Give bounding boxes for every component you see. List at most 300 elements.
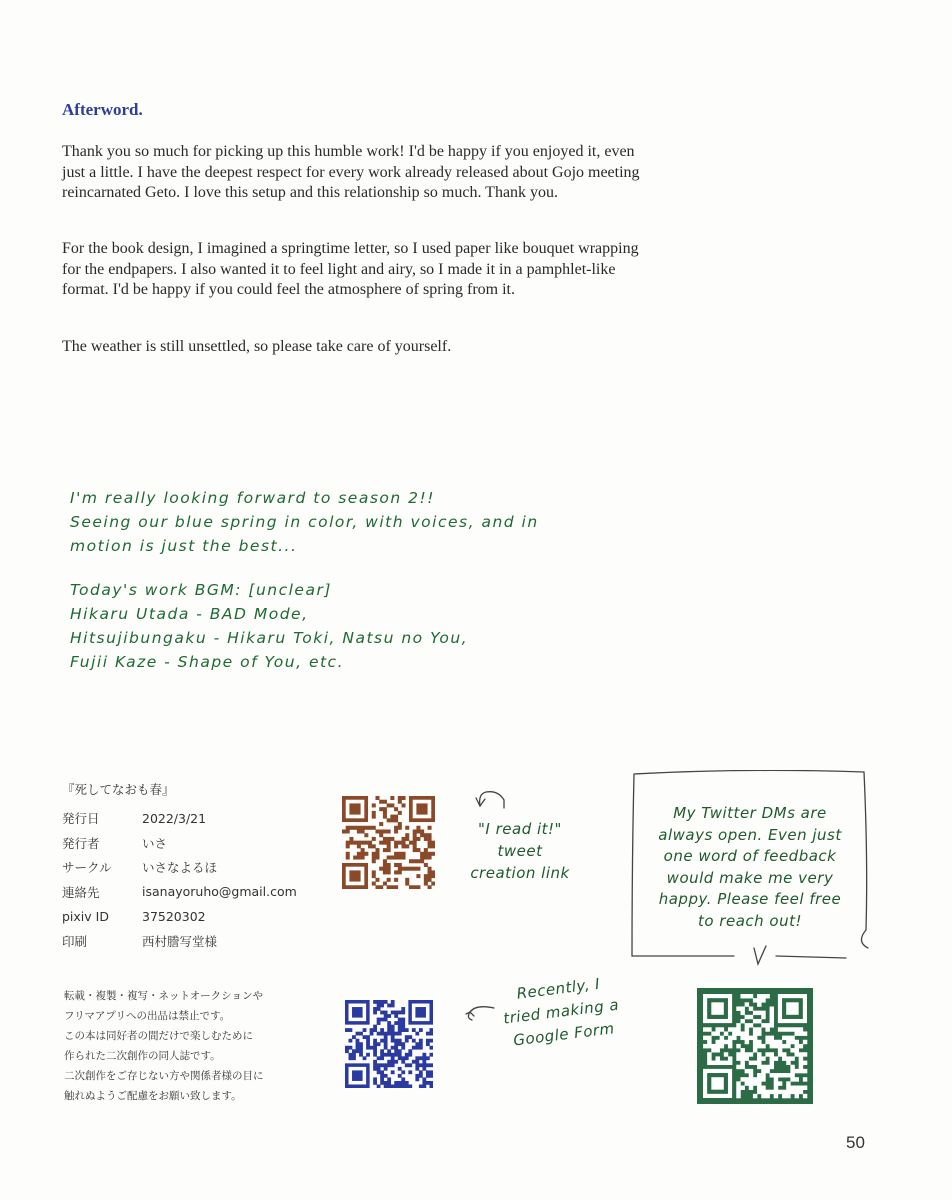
qr-module: [424, 837, 428, 841]
qr-module: [724, 1040, 728, 1044]
imprint: [62, 780, 297, 953]
qr-module: [424, 848, 428, 852]
qr-module: [782, 1056, 786, 1060]
qr-module: [401, 1011, 405, 1015]
qr-module: [384, 1011, 388, 1015]
qr-module: [795, 1048, 799, 1052]
qr-module: [782, 1094, 786, 1098]
qr-module: [426, 1032, 430, 1036]
qr-module: [761, 1011, 765, 1015]
qr-module: [391, 1063, 395, 1067]
qr-module: [398, 1011, 402, 1015]
qr-module: [428, 852, 432, 856]
qr-module: [380, 1039, 384, 1043]
qr-module: [795, 1069, 799, 1073]
qr-module: [749, 994, 753, 998]
qr-module: [429, 1046, 433, 1050]
qr-module: [419, 1063, 423, 1067]
qr-module: [383, 841, 387, 845]
qr-module: [415, 1056, 419, 1060]
qr-module: [778, 1027, 782, 1031]
qr-module: [770, 1011, 774, 1015]
qr-module: [799, 1065, 803, 1069]
page-number: 50: [846, 1133, 865, 1152]
qr-module: [394, 1046, 398, 1050]
qr-module: [387, 803, 391, 807]
qr-module: [707, 1044, 711, 1048]
qr-module: [715, 1048, 719, 1052]
imprint-title: 『死してなおも春』: [62, 782, 175, 797]
qr-module: [732, 1036, 736, 1040]
qr-module: [372, 874, 376, 878]
qr-module: [398, 852, 402, 856]
qr-module: [740, 1077, 744, 1081]
qr-module: [424, 856, 428, 860]
qr-module: [387, 1084, 391, 1088]
qr-module: [795, 1090, 799, 1094]
qr-module: [795, 1094, 799, 1098]
qr-module: [405, 844, 409, 848]
qr-module: [740, 1052, 744, 1056]
qr-module: [359, 1046, 363, 1050]
qr-module: [356, 1046, 360, 1050]
qr-module: [422, 1060, 426, 1064]
qr-module: [402, 856, 406, 860]
qr-module: [415, 1042, 419, 1046]
qr-module: [803, 1094, 807, 1098]
qr-module: [373, 1028, 377, 1032]
qr-module: [345, 1049, 349, 1053]
qr-module: [753, 1040, 757, 1044]
qr-module: [415, 1074, 419, 1078]
qr-module: [352, 1053, 356, 1057]
qr-module: [786, 1073, 790, 1077]
qr-module: [405, 882, 409, 886]
qr-module: [770, 1061, 774, 1065]
qr-module: [761, 1069, 765, 1073]
qr-module: [379, 829, 383, 833]
qr-module: [757, 1056, 761, 1060]
handwritten-note-season2: [70, 486, 539, 558]
qr-module: [736, 1006, 740, 1010]
qr-module: [416, 874, 420, 878]
qr-module: [757, 998, 761, 1002]
qr-module: [778, 1090, 782, 1094]
note-line: My Twitter DMs are: [673, 804, 827, 822]
qr-module: [424, 852, 428, 856]
qr-module: [398, 1021, 402, 1025]
qr-module: [375, 829, 379, 833]
qr-module: [401, 1084, 405, 1088]
qr-module: [745, 1081, 749, 1085]
qr-module: [364, 841, 368, 845]
qr-module: [770, 1090, 774, 1094]
qr-module: [390, 837, 394, 841]
qr-module: [761, 1077, 765, 1081]
qr-module: [803, 1040, 807, 1044]
qr-module: [398, 1074, 402, 1078]
qr-module: [394, 1021, 398, 1025]
curved-arrow-icon: [474, 786, 510, 814]
qr-module: [790, 1048, 794, 1052]
qr-module: [379, 833, 383, 837]
qr-module: [353, 856, 357, 860]
note-line: one word of feedback: [663, 847, 837, 865]
handwritten-line: I'm really looking forward to season 2!!: [70, 489, 435, 507]
qr-module: [422, 1081, 426, 1085]
qr-module: [405, 878, 409, 882]
qr-module: [398, 800, 402, 804]
qr-module: [405, 1035, 409, 1039]
qr-module: [429, 1063, 433, 1067]
qr-module: [707, 1052, 711, 1056]
qr-module: [366, 1046, 370, 1050]
qr-module: [790, 1056, 794, 1060]
qr-module: [391, 1056, 395, 1060]
qr-module: [391, 1032, 395, 1036]
qr-module: [408, 1049, 412, 1053]
qr-module: [757, 994, 761, 998]
qr-module: [387, 844, 391, 848]
qr-module: [384, 1081, 388, 1085]
qr-module: [391, 1039, 395, 1043]
qr-module: [740, 1011, 744, 1015]
qr-module: [363, 1035, 367, 1039]
qr-module: [736, 1031, 740, 1035]
qr-module: [431, 841, 435, 845]
qr-module: [419, 1039, 423, 1043]
qr-module: [720, 1044, 724, 1048]
qr-module: [356, 1032, 360, 1036]
qr-module: [361, 829, 365, 833]
note-line: tried making a: [502, 995, 620, 1028]
qr-module: [799, 1061, 803, 1065]
qr-module: [408, 1084, 412, 1088]
qr-module: [398, 1049, 402, 1053]
qr-module: [380, 1074, 384, 1078]
qr-module: [753, 1019, 757, 1023]
qr-module: [398, 1084, 402, 1088]
qr-module: [377, 1056, 381, 1060]
qr-module: [383, 848, 387, 852]
qr-module: [387, 848, 391, 852]
qr-module: [394, 1014, 398, 1018]
qr-module: [377, 1007, 381, 1011]
qr-module: [361, 826, 365, 830]
qr-module: [405, 1084, 409, 1088]
qr-module: [387, 1004, 391, 1008]
qr-module: [394, 870, 398, 874]
qr-module: [398, 826, 402, 830]
afterword-title: Afterword.: [62, 100, 143, 119]
qr-module: [383, 811, 387, 815]
qr-module: [761, 1056, 765, 1060]
qr-code-tweet-link[interactable]: [342, 796, 435, 889]
qr-module: [711, 1044, 715, 1048]
imprint-email[interactable]: isanayoruho@gmail.com: [142, 884, 297, 900]
note-line: Recently, I: [515, 974, 602, 1003]
qr-module: [770, 1036, 774, 1040]
qr-module: [373, 1053, 377, 1057]
qr-module: [383, 859, 387, 863]
qr-module: [372, 856, 376, 860]
qr-module: [384, 1084, 388, 1088]
qr-module: [424, 878, 428, 882]
qr-module: [728, 1036, 732, 1040]
qr-module: [398, 1042, 402, 1046]
imprint-value: 37520302: [142, 908, 206, 924]
qr-module: [398, 1056, 402, 1060]
qr-module: [799, 1069, 803, 1073]
qr-module: [761, 1044, 765, 1048]
qr-module: [387, 1014, 391, 1018]
qr-module: [387, 1060, 391, 1064]
qr-module: [352, 1056, 356, 1060]
qr-module: [749, 1036, 753, 1040]
qr-module: [394, 1042, 398, 1046]
imprint-row: [62, 904, 297, 929]
qr-module: [778, 1044, 782, 1048]
qr-module: [424, 882, 428, 886]
imprint-row: [62, 855, 297, 880]
qr-module: [795, 1044, 799, 1048]
qr-module: [790, 1027, 794, 1031]
qr-module: [398, 856, 402, 860]
qr-module: [373, 1000, 377, 1004]
qr-module: [380, 1018, 384, 1022]
qr-module: [736, 1052, 740, 1056]
qr-module: [429, 1074, 433, 1078]
qr-module: [707, 1036, 711, 1040]
qr-module: [782, 1052, 786, 1056]
qr-module: [391, 1035, 395, 1039]
qr-module: [420, 833, 424, 837]
qr-module: [387, 1021, 391, 1025]
qr-module: [803, 1031, 807, 1035]
qr-module: [416, 885, 420, 889]
qr-module: [370, 1028, 374, 1032]
qr-module: [387, 1025, 391, 1029]
qr-module: [715, 1061, 719, 1065]
qr-module: [736, 1023, 740, 1027]
qr-module: [786, 1036, 790, 1040]
qr-module: [774, 1081, 778, 1085]
qr-module: [405, 1063, 409, 1067]
qr-module: [375, 856, 379, 860]
qr-module: [375, 885, 379, 889]
qr-module: [402, 867, 406, 871]
qr-module: [795, 1040, 799, 1044]
qr-module: [364, 833, 368, 837]
qr-module: [740, 994, 744, 998]
qr-module: [373, 1039, 377, 1043]
curved-arrow-icon: [462, 1002, 498, 1026]
qr-module: [765, 1065, 769, 1069]
qr-module: [394, 885, 398, 889]
notice-line: 二次創作をご存じない方や関係者様の目に: [64, 1070, 264, 1082]
qr-module: [790, 1040, 794, 1044]
qr-code-google-form[interactable]: [345, 1000, 433, 1088]
qr-module: [380, 1011, 384, 1015]
qr-module: [356, 1049, 360, 1053]
imprint-key: 印刷: [62, 933, 88, 949]
qr-module: [749, 1015, 753, 1019]
qr-module: [428, 833, 432, 837]
qr-module: [753, 1027, 757, 1031]
qr-module: [761, 1086, 765, 1090]
qr-module: [377, 1063, 381, 1067]
qr-module: [786, 1044, 790, 1048]
qr-module: [740, 1065, 744, 1069]
qr-module: [703, 1036, 707, 1040]
qr-module: [799, 1027, 803, 1031]
handwritten-line: motion is just the best...: [70, 537, 298, 555]
qr-module: [745, 1023, 749, 1027]
qr-module: [770, 1023, 774, 1027]
qr-module: [375, 878, 379, 882]
qr-module: [366, 1042, 370, 1046]
qr-module: [761, 1094, 765, 1098]
qr-module: [398, 1053, 402, 1057]
qr-module: [422, 1063, 426, 1067]
qr-module: [379, 867, 383, 871]
qr-module: [426, 1070, 430, 1074]
qr-module: [749, 1077, 753, 1081]
qr-module: [745, 1056, 749, 1060]
qr-module: [715, 1027, 719, 1031]
qr-module: [757, 1040, 761, 1044]
qr-module: [770, 1065, 774, 1069]
qr-module: [346, 856, 350, 860]
qr-module: [375, 852, 379, 856]
qr-module: [749, 1081, 753, 1085]
qr-module: [398, 841, 402, 845]
qr-module: [346, 841, 350, 845]
qr-module: [715, 1031, 719, 1035]
qr-module: [398, 796, 402, 800]
qr-module: [398, 1018, 402, 1022]
qr-module: [402, 844, 406, 848]
afterword-paragraph-2: For the book design, I imagined a springtime letter, so I used paper like bouquet wrapping for the endpapers. I also wanted it to feel light and airy, so I made it in a pamphlet-like format. I'd be happy if you could feel the atmosphere of spring from it.: [62, 240, 639, 298]
qr-module: [380, 1004, 384, 1008]
qr-module: [408, 1053, 412, 1057]
imprint-row: [62, 880, 297, 905]
qr-module: [377, 1042, 381, 1046]
qr-module: [380, 1063, 384, 1067]
qr-module: [428, 885, 432, 889]
qr-module: [774, 1086, 778, 1090]
qr-module: [352, 1035, 356, 1039]
qr-module: [782, 1044, 786, 1048]
qr-module: [431, 852, 435, 856]
qr-module: [419, 1046, 423, 1050]
note-line: creation link: [470, 864, 570, 882]
qr-module: [740, 1056, 744, 1060]
qr-module: [373, 1063, 377, 1067]
qr-module: [799, 1052, 803, 1056]
qr-module: [416, 837, 420, 841]
qr-module: [383, 815, 387, 819]
imprint-row: [62, 929, 297, 954]
qr-module: [377, 1021, 381, 1025]
qr-module: [405, 1056, 409, 1060]
qr-module: [361, 856, 365, 860]
qr-module: [357, 856, 361, 860]
qr-code-twitter-profile[interactable]: [703, 994, 807, 1098]
qr-module: [757, 1065, 761, 1069]
qr-module: [359, 1032, 363, 1036]
qr-module: [749, 1073, 753, 1077]
qr-module: [753, 1094, 757, 1098]
qr-module: [401, 1056, 405, 1060]
qr-module: [416, 826, 420, 830]
qr-module: [428, 826, 432, 830]
qr-module: [345, 1046, 349, 1050]
qr-module: [757, 1011, 761, 1015]
qr-module: [422, 1056, 426, 1060]
qr-module: [387, 818, 391, 822]
qr-module: [786, 1086, 790, 1090]
qr-module: [761, 994, 765, 998]
qr-module: [415, 1032, 419, 1036]
qr-module: [728, 1040, 732, 1044]
copyright-notice: [64, 986, 264, 1106]
qr-module: [401, 1070, 405, 1074]
qr-module: [428, 867, 432, 871]
qr-module: [415, 1077, 419, 1081]
qr-module: [398, 1081, 402, 1085]
qr-module: [740, 1036, 744, 1040]
qr-module: [786, 1040, 790, 1044]
qr-module: [419, 1056, 423, 1060]
qr-module: [431, 844, 435, 848]
qr-module: [372, 811, 376, 815]
note-google-form: [490, 970, 632, 1055]
qr-module: [426, 1081, 430, 1085]
qr-module: [757, 1052, 761, 1056]
qr-module: [753, 1011, 757, 1015]
qr-module: [420, 829, 424, 833]
qr-module: [377, 1018, 381, 1022]
qr-module: [740, 1048, 744, 1052]
qr-module: [765, 1023, 769, 1027]
qr-module: [413, 848, 417, 852]
qr-module: [391, 1053, 395, 1057]
qr-module: [420, 852, 424, 856]
qr-module: [757, 1081, 761, 1085]
qr-module: [368, 844, 372, 848]
imprint-key: 発行日: [62, 811, 100, 827]
qr-module: [391, 1060, 395, 1064]
qr-module: [420, 856, 424, 860]
qr-module: [379, 800, 383, 804]
qr-module: [353, 841, 357, 845]
qr-module: [790, 1036, 794, 1040]
qr-module: [728, 1044, 732, 1048]
qr-module: [786, 1061, 790, 1065]
afterword-paragraph-3: The weather is still unsettled, so please take care of yourself.: [62, 338, 452, 355]
qr-module: [728, 1061, 732, 1065]
qr-module: [377, 1000, 381, 1004]
qr-module: [413, 837, 417, 841]
qr-module: [724, 1061, 728, 1065]
qr-module: [387, 867, 391, 871]
qr-module: [413, 885, 417, 889]
qr-module: [346, 826, 350, 830]
qr-module: [429, 1081, 433, 1085]
qr-module: [720, 1027, 724, 1031]
notice-line: 作られた二次創作の同人誌です。: [64, 1050, 221, 1062]
